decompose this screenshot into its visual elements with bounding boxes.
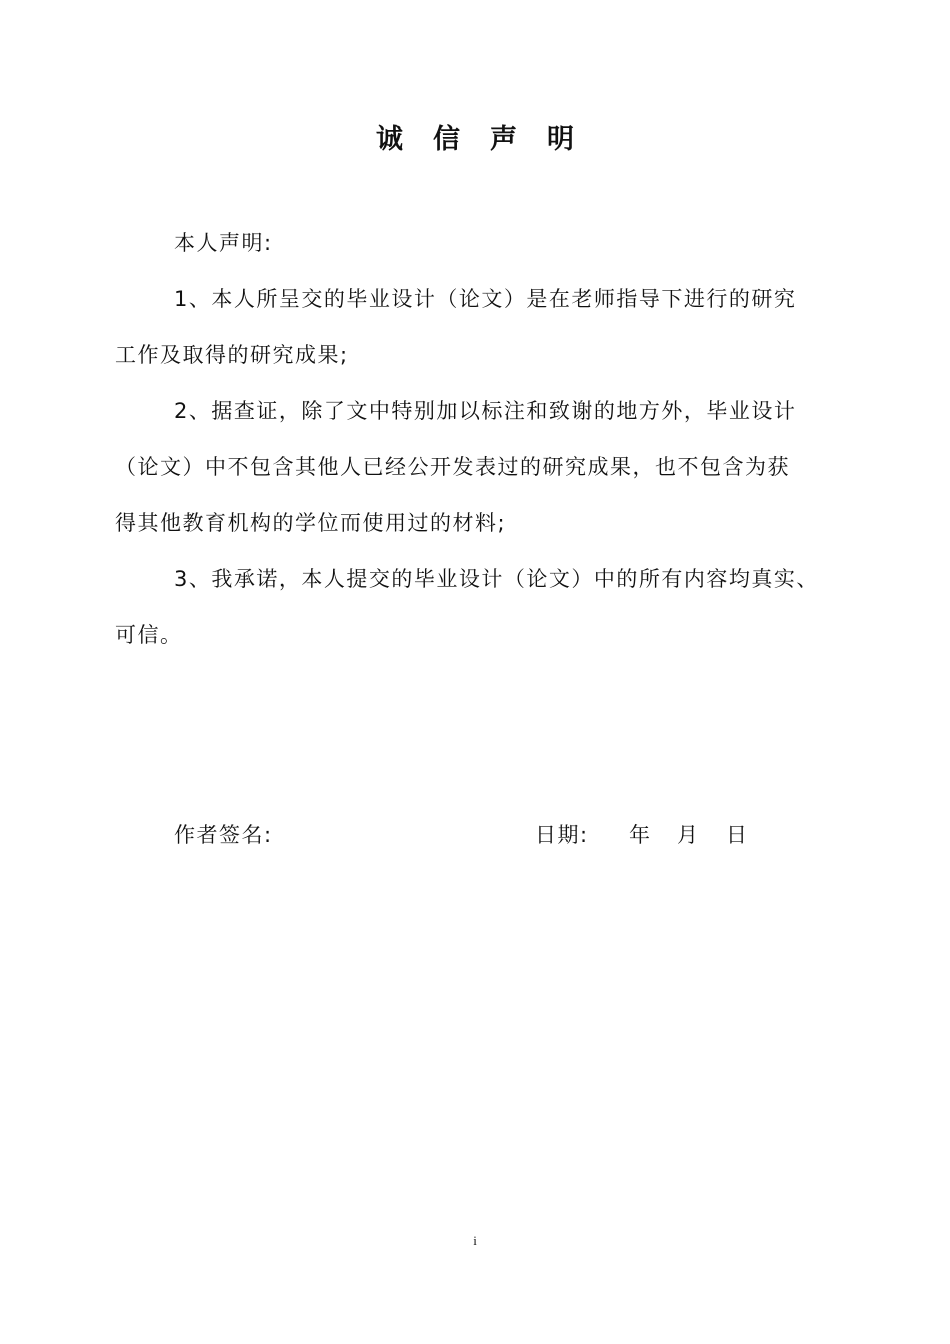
date-day-label: 日 xyxy=(726,823,747,847)
date-label: 日期: xyxy=(535,823,589,847)
paragraph-2-line-3: 得其他教育机构的学位而使用过的材料; xyxy=(115,511,507,535)
paragraph-1-line-2: 工作及取得的研究成果; xyxy=(115,343,349,367)
page-number: i xyxy=(473,1233,477,1248)
page-title: 诚信声明 xyxy=(376,124,604,155)
paragraph-2-line-2: （论文）中不包含其他人已经公开发表过的研究成果，也不包含为获 xyxy=(115,455,790,479)
date-month-label: 月 xyxy=(677,823,698,847)
paragraph-3-line-2: 可信。 xyxy=(115,623,183,647)
date-year-label: 年 xyxy=(629,823,650,847)
intro-line: 本人声明: xyxy=(174,231,273,255)
author-signature-label: 作者签名: xyxy=(174,823,273,847)
paragraph-2-line-1: 2、据查证，除了文中特别加以标注和致谢的地方外，毕业设计 xyxy=(174,399,797,423)
paragraph-1-line-1: 1、本人所呈交的毕业设计（论文）是在老师指导下进行的研究 xyxy=(174,287,797,311)
paragraph-3-line-1: 3、我承诺，本人提交的毕业设计（论文）中的所有内容均真实、 xyxy=(174,567,819,591)
